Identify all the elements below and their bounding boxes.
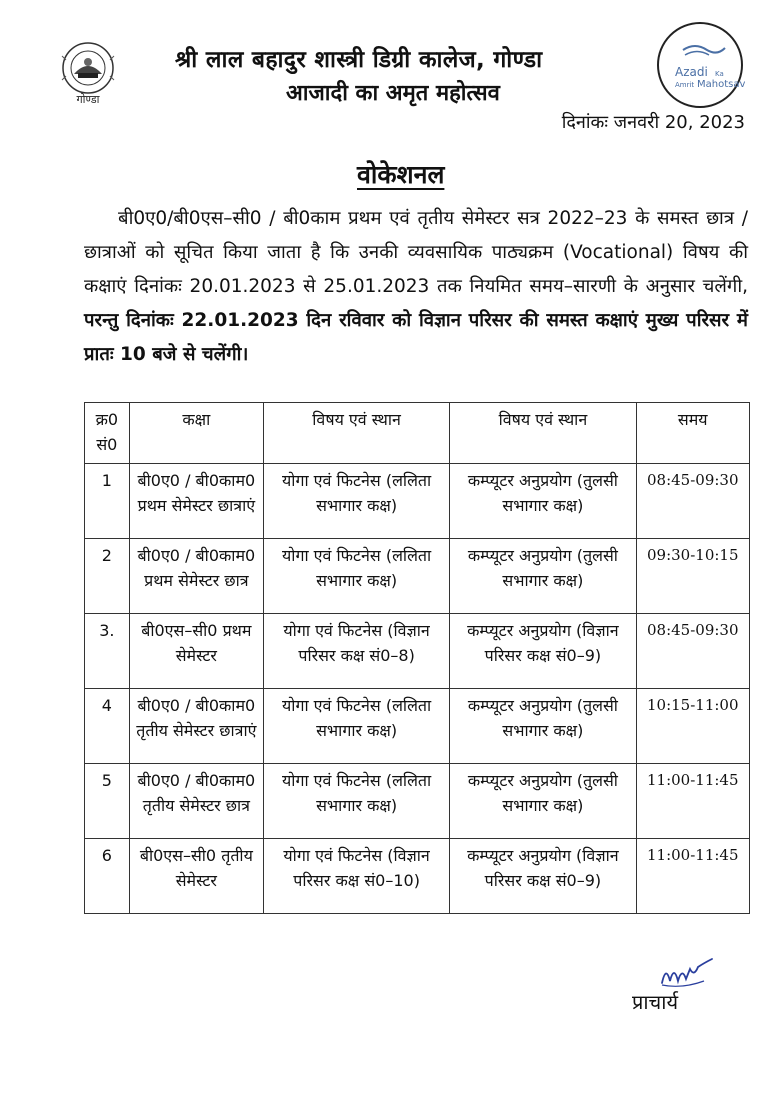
table-row [85, 839, 750, 914]
table-row [85, 464, 750, 539]
cell-serial: 5 [85, 764, 130, 839]
amrit-word: Amrit [675, 81, 695, 89]
table-row [85, 689, 750, 764]
azadi-emblem-icon [655, 20, 745, 110]
azadi-word: Azadi [675, 65, 708, 79]
header-class: कक्षा [129, 403, 263, 464]
ka-word: Ka [715, 70, 724, 78]
cell-subject-2: कम्प्यूटर अनुप्रयोग (तुलसी सभागार कक्ष) [450, 464, 636, 539]
azadi-logo [655, 20, 745, 110]
subtitle: आजादी का अमृत महोत्सव [286, 81, 500, 106]
cell-time: 09:30-10:15 [636, 539, 749, 614]
cell-serial: 3. [85, 614, 130, 689]
college-emblem-icon [52, 40, 124, 96]
cell-serial: 1 [85, 464, 130, 539]
schedule-table [84, 402, 750, 914]
notice-heading: वोकेशनल [357, 160, 445, 189]
header-subject-1: विषय एवं स्थान [263, 403, 449, 464]
cell-subject-1: योगा एवं फिटनेस (ललिता सभागार कक्ष) [263, 764, 449, 839]
mahotsav-word: Mahotsav [697, 79, 745, 90]
notice-date: दिनांकः जनवरी 20, 2023 [561, 112, 745, 133]
cell-subject-2: कम्प्यूटर अनुप्रयोग (तुलसी सभागार कक्ष) [450, 764, 636, 839]
cell-class: बी0ए0 / बी0काम0 तृतीय सेमेस्टर छात्राएं [129, 689, 263, 764]
header-time: समय [636, 403, 749, 464]
cell-subject-1: योगा एवं फिटनेस (विज्ञान परिसर कक्ष सं0–8) [263, 614, 449, 689]
cell-subject-2: कम्प्यूटर अनुप्रयोग (तुलसी सभागार कक्ष) [450, 539, 636, 614]
header-serial: क्र0 सं0 [85, 403, 130, 464]
cell-subject-2: कम्प्यूटर अनुप्रयोग (विज्ञान परिसर कक्ष सं0–9) [450, 614, 636, 689]
table-row [85, 764, 750, 839]
header-subject-2: विषय एवं स्थान [450, 403, 636, 464]
cell-serial: 2 [85, 539, 130, 614]
table-header-row [85, 403, 750, 464]
college-name: श्री लाल बहादुर शास्त्री डिग्री कालेज, गोण्डा [175, 47, 543, 73]
cell-serial: 4 [85, 689, 130, 764]
cell-time: 08:45-09:30 [636, 464, 749, 539]
principal-designation: प्राचार्य [632, 990, 679, 1014]
table-row [85, 539, 750, 614]
logo-caption: गोण्डा [76, 93, 100, 106]
cell-class: बी0ए0 / बी0काम0 प्रथम सेमेस्टर छात्र [129, 539, 263, 614]
notice-body [84, 202, 748, 372]
cell-class: बी0ए0 / बी0काम0 तृतीय सेमेस्टर छात्र [129, 764, 263, 839]
cell-time: 10:15-11:00 [636, 689, 749, 764]
notice-text-bold: परन्तु दिनांकः 22.01.2023 दिन रविवार को विज्ञान परिसर की समस्त कक्षाएं मुख्य परिसर में प्रातः 10 बजे से चलेंगी। [84, 310, 748, 365]
cell-time: 11:00-11:45 [636, 764, 749, 839]
cell-time: 08:45-09:30 [636, 614, 749, 689]
cell-subject-2: कम्प्यूटर अनुप्रयोग (विज्ञान परिसर कक्ष सं0–9) [450, 839, 636, 914]
table-row [85, 614, 750, 689]
cell-subject-2: कम्प्यूटर अनुप्रयोग (तुलसी सभागार कक्ष) [450, 689, 636, 764]
college-logo [52, 40, 124, 112]
cell-class: बी0ए0 / बी0काम0 प्रथम सेमेस्टर छात्राएं [129, 464, 263, 539]
cell-class: बी0एस–सी0 तृतीय सेमेस्टर [129, 839, 263, 914]
cell-class: बी0एस–सी0 प्रथम सेमेस्टर [129, 614, 263, 689]
cell-subject-1: योगा एवं फिटनेस (ललिता सभागार कक्ष) [263, 539, 449, 614]
cell-subject-1: योगा एवं फिटनेस (ललिता सभागार कक्ष) [263, 464, 449, 539]
cell-serial: 6 [85, 839, 130, 914]
cell-subject-1: योगा एवं फिटनेस (ललिता सभागार कक्ष) [263, 689, 449, 764]
cell-time: 11:00-11:45 [636, 839, 749, 914]
notice-text: बी0ए0/बी0एस–सी0 / बी0काम प्रथम एवं तृतीय सेमेस्टर सत्र 2022–23 के समस्त छात्र / छात्राओं को सूचित किया जाता है कि उनकी व्यवसायिक पाठ्यक्रम (Vocational) विषय की कक्षाएं दिनांकः 20.01.2023 से 25.01.2023 तक नियमित समय–सारणी के अनुसार चलेंगी, [84, 208, 748, 297]
cell-subject-1: योगा एवं फिटनेस (विज्ञान परिसर कक्ष सं0–10) [263, 839, 449, 914]
